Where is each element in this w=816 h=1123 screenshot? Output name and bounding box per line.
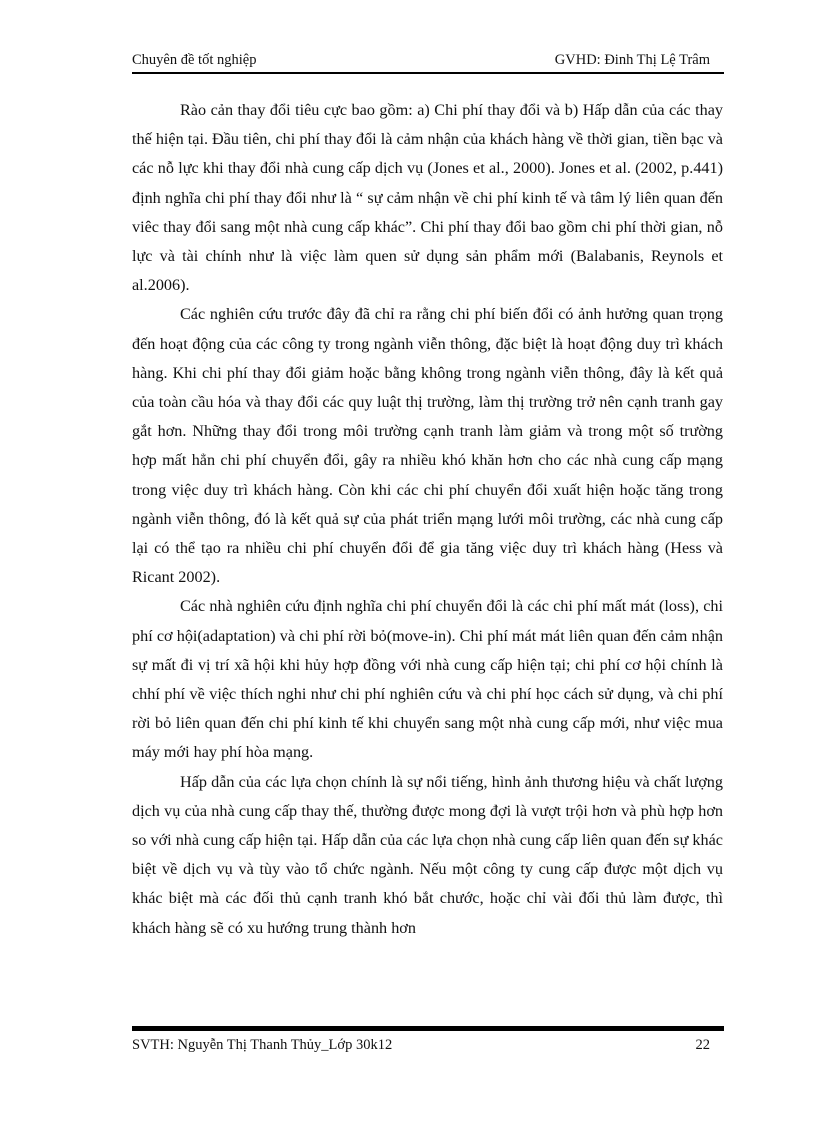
paragraph-4: Hấp dẫn của các lựa chọn chính là sự nổi tiếng, hình ảnh thương hiệu và chất lượng dịch vụ của nhà cung cấp thay thế, thường được mong đợi là vượt trội hơn và phù hợp hơn so với nhà cung cấp hiện tại. Hấp dẫn của các lựa chọn nhà cung cấp liên quan đến sự khác biệt về dịch vụ và tùy vào tổ chức ngành. Nếu một công ty cung cấp được một dịch vụ khác biệt mà các đối thủ cạnh tranh khó bắt chước, hoặc chỉ vài đối thủ làm được, thì khách hàng sẽ có xu hướng trung thành hơn [132, 772, 723, 937]
header-advisor: GVHD: Đinh Thị Lệ Trâm [554, 52, 710, 68]
paragraph-3: Các nhà nghiên cứu định nghĩa chi phí chuyển đổi là các chi phí mất mát (loss), chi phí cơ hội(adaptation) và chi phí rời bỏ(move-in). Chi phí mát mát liên quan đến cảm nhận sự mất đi vị trí xã hội khi hủy hợp đồng với nhà cung cấp hiện tại; chi phí cơ hội chính là chhí phí về việc thích nghi như chi phí nghiên cứu và chi phí học cách sử dụng, và chi phí rời bỏ liên quan đến chi phí kinh tế khi chuyển sang một nhà cung cấp mới, như việc mua máy mới hay phí hòa mạng. [132, 597, 723, 762]
paragraph-2: Các nghiên cứu trước đây đã chỉ ra rằng chi phí biến đổi có ảnh hưởng quan trọng đến hoạt động của các công ty trong ngành viễn thông, đặc biệt là hoạt động duy trì khách hàng. Khi chi phí thay đổi giảm hoặc bằng không trong ngành viễn thông, đây là kết quả của toàn cầu hóa và thay đổi các quy luật thị trường, làm thị trường trở nên cạnh tranh gay gắt hơn. Những thay đổi trong môi trường cạnh tranh làm giảm và trong một số trường hợp mất hẳn chi phí chuyển đổi, gây ra nhiều khó khăn hơn cho các nhà cung cấp mạng trong việc duy trì khách hàng. Còn khi các chi phí chuyển đổi xuất hiện hoặc tăng trong ngành viễn thông, đó là kết quả sự của phát triển mạng lưới môi trường, các nhà cung cấp lại có thể tạo ra nhiều chi phí chuyển đổi để gia tăng việc duy trì khách hàng (Hess và Ricant 2002). [132, 305, 723, 587]
page-footer [132, 1037, 724, 1059]
footer-author: SVTH: Nguyễn Thị Thanh Thủy_Lớp 30k12 [132, 1037, 393, 1053]
paragraph-1: Rào cản thay đổi tiêu cực bao gồm: a) Chi phí thay đổi và b) Hấp dẫn của các thay thế hiện tại. Đầu tiên, chi phí thay đổi là cảm nhận của khách hàng về thời gian, tiền bạc và các nỗ lực khi thay đổi nhà cung cấp dịch vụ (Jones et al., 2000). Jones et al. (2002, p.441) định nghĩa chi phí thay đổi như là “ sự cảm nhận về chi phí kinh tế và tâm lý liên quan đến viêc thay đổi sang một nhà cung cấp khác”. Chi phí thay đổi bao gồm chi phí thời gian, nỗ lực và tài chính như là việc làm quen sử dụng sản phẩm mới (Balabanis, Reynols et al.2006). [132, 101, 723, 295]
body-text [132, 96, 723, 943]
header-document-title: Chuyên đề tốt nghiệp [132, 52, 257, 68]
footer-divider [132, 1026, 724, 1031]
page-header [132, 50, 722, 72]
header-divider [132, 72, 724, 74]
page-number: 22 [695, 1037, 710, 1053]
